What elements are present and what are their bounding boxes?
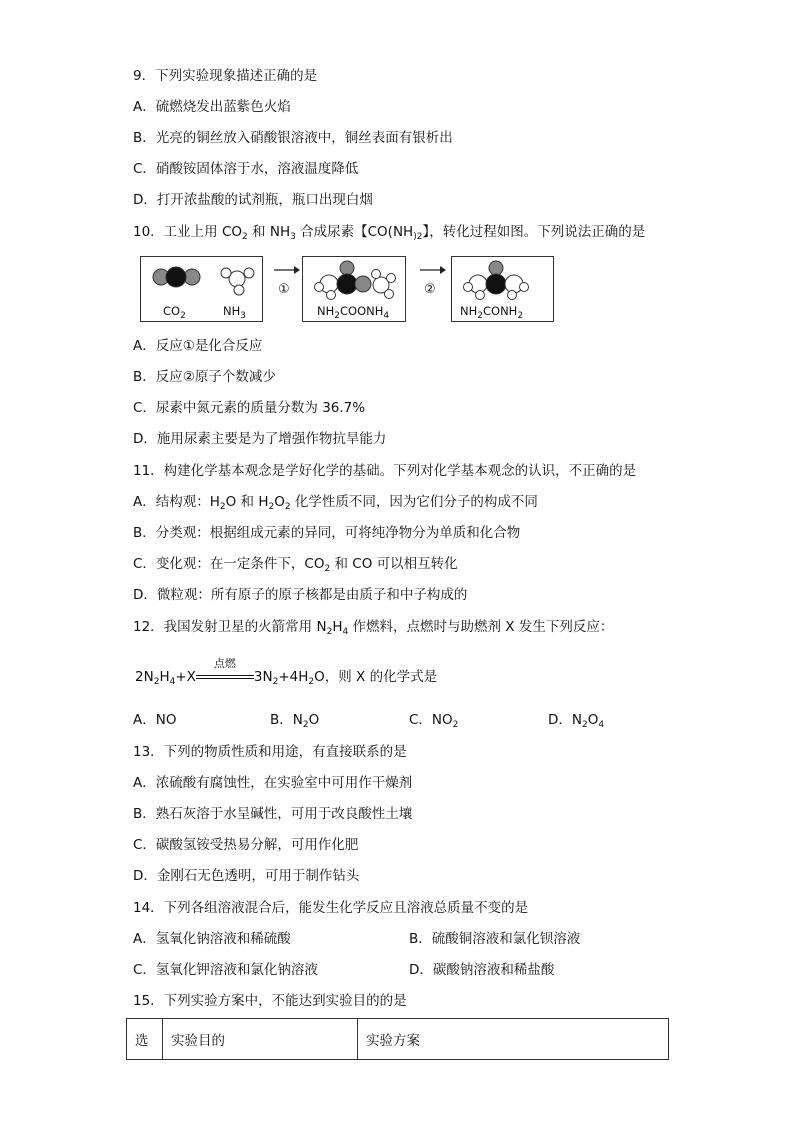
q11-stem: 11．构建化学基本观念是学好化学的基础。下列对化学基本观念的认识，不正确的是 bbox=[133, 463, 637, 479]
q11-option-c: C．变化观：在一定条件下，$CO_2$ 和 CO 可以相互转化 bbox=[133, 556, 458, 574]
q14-option-d: D．碳酸钠溶液和稀盐酸 bbox=[409, 962, 555, 978]
table-header-cell: 实验方案 bbox=[358, 1019, 669, 1060]
q14-stem: 14．下列各组溶液混合后，能发生化学反应且溶液总质量不变的是 bbox=[133, 900, 529, 916]
q13-option-d: D．金刚石无色透明，可用于制作钻头 bbox=[133, 868, 360, 884]
q9-option-b: B．光亮的铜丝放入硝酸银溶液中，铜丝表面有银析出 bbox=[133, 130, 453, 146]
table-row bbox=[127, 1019, 669, 1060]
q13-option-a: A．浓硫酸有腐蚀性，在实验室中可用作干燥剂 bbox=[133, 775, 413, 791]
q11-option-d: D．微粒观：所有原子的原子核都是由质子和中子构成的 bbox=[133, 587, 468, 603]
q12-option-d: D．$N_2O_4$ bbox=[548, 712, 605, 730]
q13-option-b: B．熟石灰溶于水呈碱性，可用于改良酸性土壤 bbox=[133, 806, 413, 822]
q9-option-a: A．硫燃烧发出蓝紫色火焰 bbox=[133, 99, 291, 115]
table-header-cell: 选 bbox=[127, 1019, 163, 1060]
q10-option-c: C．尿素中氮元素的质量分数为 36.7% bbox=[133, 400, 366, 416]
q15-stem: 15．下列实验方案中，不能达到实验目的的是 bbox=[133, 993, 407, 1009]
q12-option-c: C．$NO_2$ bbox=[409, 712, 459, 730]
step-2-label: ② bbox=[424, 282, 436, 297]
q13-stem: 13．下列的物质性质和用途，有直接联系的是 bbox=[133, 744, 407, 760]
q10-option-b: B．反应②原子个数减少 bbox=[133, 369, 276, 385]
urea-label: $NH_2CONH_2$ bbox=[460, 304, 524, 321]
q10-option-d: D．施用尿素主要是为了增强作物抗旱能力 bbox=[133, 431, 387, 447]
q14-option-b: B．硫酸铜溶液和氯化钡溶液 bbox=[409, 931, 581, 947]
carbamate-label: $NH_2COONH_4$ bbox=[317, 304, 390, 321]
q13-option-c: C．碳酸氢铵受热易分解，可用作化肥 bbox=[133, 837, 359, 853]
intermediate-box bbox=[302, 256, 406, 322]
q11-option-b: B．分类观：根据组成元素的异同，可将纯净物分为单质和化合物 bbox=[133, 525, 521, 541]
q10-option-a: A．反应①是化合反应 bbox=[133, 338, 263, 354]
table-header-cell: 实验目的 bbox=[163, 1019, 358, 1060]
q10-stem: 10．工业上用 $CO_2$ 和 $NH_3$ 合成尿素【$CO(NH_{)2}$】，转化过程如图。下列说法正确的是 bbox=[133, 224, 646, 242]
urea-box bbox=[451, 256, 554, 322]
q11-option-a: A．结构观：$H_2O$ 和 $H_2O_2$ 化学性质不同，因为它们分子的构成不同 bbox=[133, 494, 538, 512]
reaction-condition: 点燃 bbox=[196, 669, 254, 685]
q14-option-c: C．氢氧化钾溶液和氯化钠溶液 bbox=[133, 962, 318, 978]
step-1-label: ① bbox=[278, 282, 290, 297]
q12-option-a: A．NO bbox=[133, 712, 177, 728]
q9-option-c: C．硝酸铵固体溶于水，溶液温度降低 bbox=[133, 161, 359, 177]
reaction-equation: $2N_2H_4+X$ 点燃 $3N_2+4H_2O$，则 X 的化学式是 bbox=[135, 657, 438, 687]
q12-stem: 12．我国发射卫星的火箭常用 $N_2H_4$ 作燃料，点燃时与助燃剂 X 发生下列反应： bbox=[133, 619, 614, 637]
co2-label: $CO_2$ bbox=[163, 304, 186, 321]
q9-option-d: D．打开浓盐酸的试剂瓶，瓶口出现白烟 bbox=[133, 192, 373, 208]
q12-option-b: B．$N_2O$ bbox=[270, 712, 320, 730]
q14-option-a: A．氢氧化钠溶液和稀硫酸 bbox=[133, 931, 291, 947]
q15-table bbox=[126, 1018, 669, 1060]
reactants-box bbox=[140, 256, 263, 322]
q9-stem: 9．下列实验现象描述正确的是 bbox=[133, 68, 318, 84]
nh3-label: $NH_3$ bbox=[223, 304, 246, 321]
